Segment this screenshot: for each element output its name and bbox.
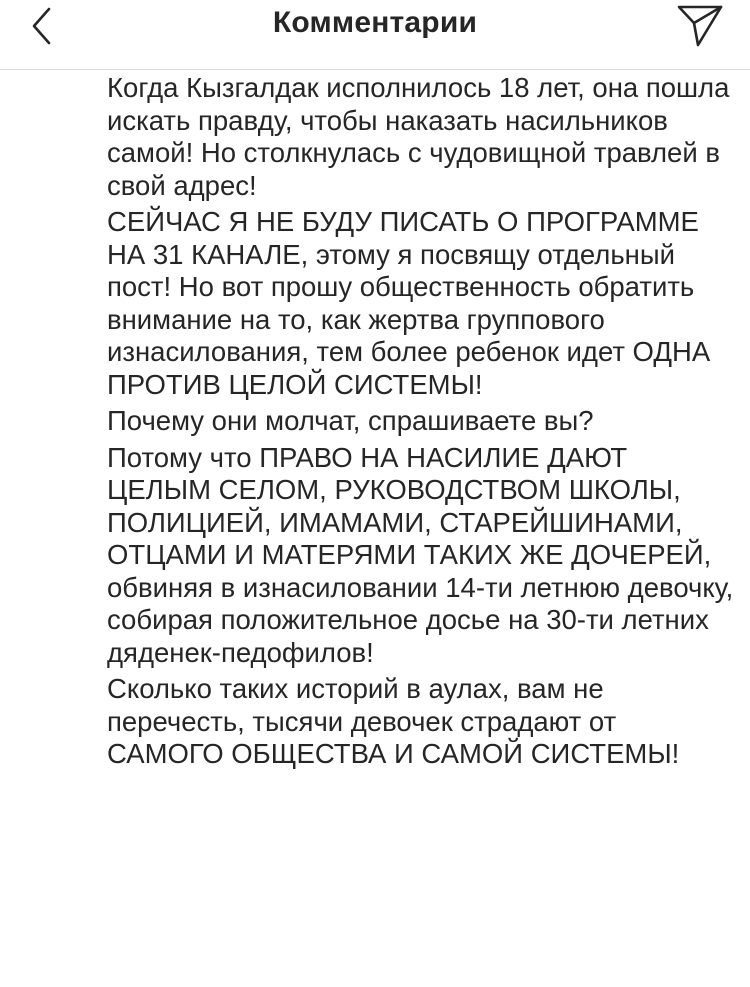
comment-paragraph: Почему они молчат, спрашиваете вы? — [107, 405, 594, 436]
header-bar — [0, 0, 750, 70]
comment-paragraph: Сколько таких историй в аулах, вам не перечесть, тысячи девочек страдают от САМОГО ОБЩЕСТВА И САМОЙ СИСТЕМЫ! — [107, 673, 680, 769]
page-title: Комментарии — [272, 6, 478, 39]
paper-plane-icon — [676, 2, 724, 48]
comment-body — [107, 72, 737, 775]
comment-paragraph: СЕЙЧАС Я НЕ БУДУ ПИСАТЬ О ПРОГРАММЕ НА 31 КАНАЛЕ, этому я посвящу отдельный пост! Но вот прошу общественность обратить внимание на то, как жертва группового изнасилования, тем более ребенок идет ОДНА ПРОТИВ ЦЕЛОЙ СИСТЕМЫ! — [107, 206, 711, 400]
comment-paragraph: Когда Кызгалдак исполнилось 18 лет, она пошла искать правду, чтобы наказать насильников самой! Но столкнулась с чудовищной травлей в свой адрес! — [107, 72, 730, 201]
share-button[interactable] — [672, 0, 728, 50]
comment-paragraph: Потому что ПРАВО НА НАСИЛИЕ ДАЮТ ЦЕЛЫМ СЕЛОМ, РУКОВОДСТВОМ ШКОЛЫ, ПОЛИЦИЕЙ, ИМАМАМИ, СТАРЕЙШИНАМИ, ОТЦАМИ И МАТЕРЯМИ ТАКИХ ЖЕ ДОЧЕРЕЙ, обвиняя в изнасиловании 14-ти летнюю девочку, собирая положительное досье на 30-ти летних дяденек-педофилов! — [107, 441, 734, 668]
